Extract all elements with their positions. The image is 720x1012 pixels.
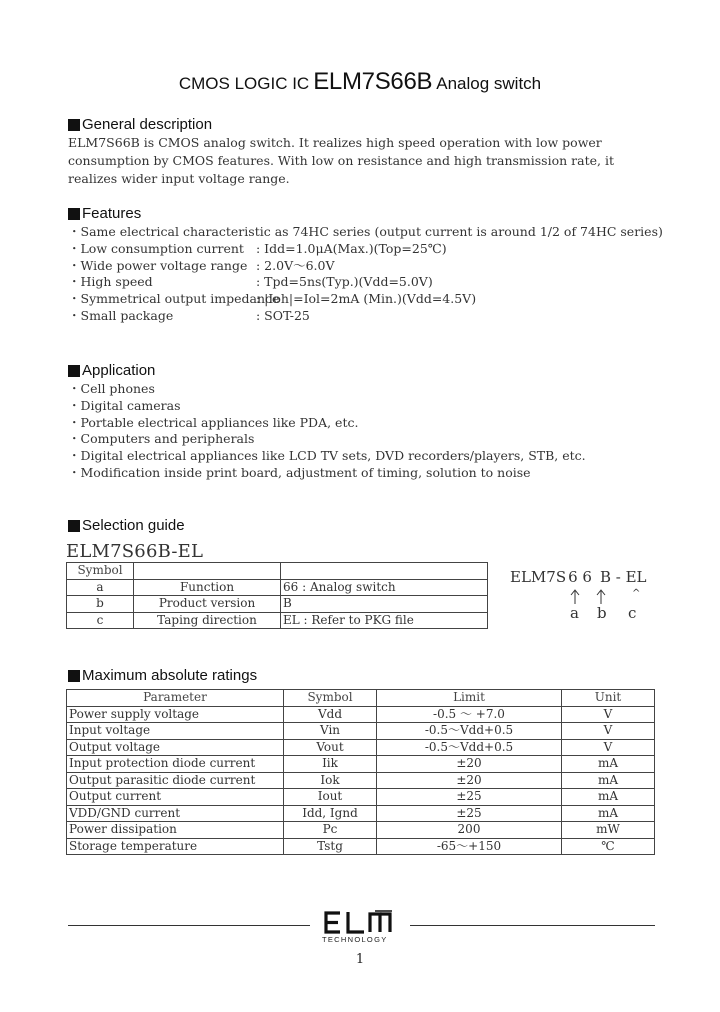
list-item: ・Symmetrical output impedance : |Ioh|=Iol=2mA (Min.)(Vdd=4.5V) xyxy=(68,291,477,307)
footer-rule-right xyxy=(410,925,655,926)
selection-heading xyxy=(68,517,185,534)
square-bullet-icon xyxy=(68,365,80,377)
table-cell: Function xyxy=(134,579,281,596)
title-prefix: CMOS LOGIC IC xyxy=(178,74,310,93)
code-a: 6 6 xyxy=(568,568,592,586)
footer-tagline: TECHNOLOGY xyxy=(322,935,388,944)
table-row: Output voltage Vout -0.5～Vdd+0.5 V xyxy=(67,739,655,756)
table-row: Power dissipation Pc 200 mW xyxy=(67,822,655,839)
table-row: Power supply voltage Vdd -0.5 ～ +7.0 V xyxy=(67,706,655,723)
table-header-cell: Symbol xyxy=(67,563,134,580)
list-item: ・Low consumption current : Idd=1.0μA(Max.)(Top=25℃) xyxy=(68,240,447,256)
ratings-heading xyxy=(68,667,257,684)
label-c: c xyxy=(628,604,637,622)
list-item: ・Computers and peripherals xyxy=(68,431,255,447)
svg-text:^: ^ xyxy=(632,588,640,599)
table-row: Output current Iout ±25 mA xyxy=(67,789,655,806)
label-a: a xyxy=(570,604,579,622)
table-cell: Taping direction xyxy=(134,612,281,629)
table-row: Output parasitic diode current Iok ±20 mA xyxy=(67,772,655,789)
table-cell: EL : Refer to PKG file xyxy=(281,612,488,629)
general-heading-text: General description xyxy=(82,116,213,133)
list-item: ・Digital electrical appliances like LCD TV sets, DVD recorders/players, STB, etc. xyxy=(68,448,586,464)
list-item: ・Same electrical characteristic as 74HC series (output current is around 1/2 of 74HC series) xyxy=(68,224,663,239)
table-row xyxy=(67,596,488,613)
selection-table xyxy=(66,562,488,629)
features-list xyxy=(68,224,663,325)
general-heading xyxy=(68,116,212,133)
code-b: B xyxy=(599,568,611,586)
table-row: Input voltage Vin -0.5～Vdd+0.5 V xyxy=(67,723,655,740)
table-row xyxy=(67,612,488,629)
table-cell: a xyxy=(67,579,134,596)
square-bullet-icon xyxy=(68,119,80,131)
table-row xyxy=(67,579,488,596)
code-dash: - xyxy=(610,568,626,586)
table-row xyxy=(67,563,488,580)
table-row: Input protection diode current Iik ±20 mA xyxy=(67,756,655,773)
table-cell: 66 : Analog switch xyxy=(281,579,488,596)
ratings-heading-text: Maximum absolute ratings xyxy=(82,667,258,684)
code-base: ELM7S xyxy=(510,568,567,586)
page-title xyxy=(0,68,720,96)
code-c: EL xyxy=(625,568,647,586)
application-list xyxy=(68,381,586,482)
list-item: ・Modification inside print board, adjustment of timing, solution to noise xyxy=(68,464,531,480)
features-heading-text: Features xyxy=(82,205,142,222)
table-cell: B xyxy=(281,596,488,613)
list-item: ・Portable electrical appliances like PDA, etc. xyxy=(68,414,359,430)
general-description: ELM7S66B is CMOS analog switch. It realizes high speed operation with low power consumption by CMOS features. With low on resistance and high transmission rate, it realizes wider input voltage range. xyxy=(68,135,614,186)
table-row: VDD/GND current Idd, Ignd ±25 mA xyxy=(67,805,655,822)
selection-model: ELM7S66B-EL xyxy=(66,541,204,562)
square-bullet-icon xyxy=(68,208,80,220)
table-header-row xyxy=(67,690,655,707)
table-header-cell: Unit xyxy=(562,690,655,707)
application-heading xyxy=(68,362,155,379)
table-header-cell: Limit xyxy=(377,690,562,707)
list-item: ・Digital cameras xyxy=(68,397,181,413)
ratings-table xyxy=(66,689,655,855)
application-heading-text: Application xyxy=(82,362,156,379)
list-item: ・Cell phones xyxy=(68,381,155,396)
title-suffix: Analog switch xyxy=(436,74,542,93)
list-item: ・Small package : SOT-25 xyxy=(68,307,310,323)
selection-heading-text: Selection guide xyxy=(82,517,185,534)
page-number: 1 xyxy=(355,952,365,967)
table-row: Storage temperature Tstg -65～+150 ℃ xyxy=(67,838,655,855)
part-number-code xyxy=(510,568,647,586)
features-heading xyxy=(68,205,141,222)
table-cell: Product version xyxy=(134,596,281,613)
title-model: ELM7S66B xyxy=(313,68,433,95)
table-header-cell: Symbol xyxy=(284,690,377,707)
list-item: ・High speed : Tpd=5ns(Typ.)(Vdd=5.0V) xyxy=(68,274,433,290)
table-header-cell: Parameter xyxy=(67,690,284,707)
square-bullet-icon xyxy=(68,670,80,682)
list-item: ・Wide power voltage range : 2.0V～6.0V xyxy=(68,257,335,273)
label-b: b xyxy=(597,604,607,622)
table-cell: b xyxy=(67,596,134,613)
square-bullet-icon xyxy=(68,520,80,532)
table-cell: c xyxy=(67,612,134,629)
footer-rule-left xyxy=(68,925,310,926)
